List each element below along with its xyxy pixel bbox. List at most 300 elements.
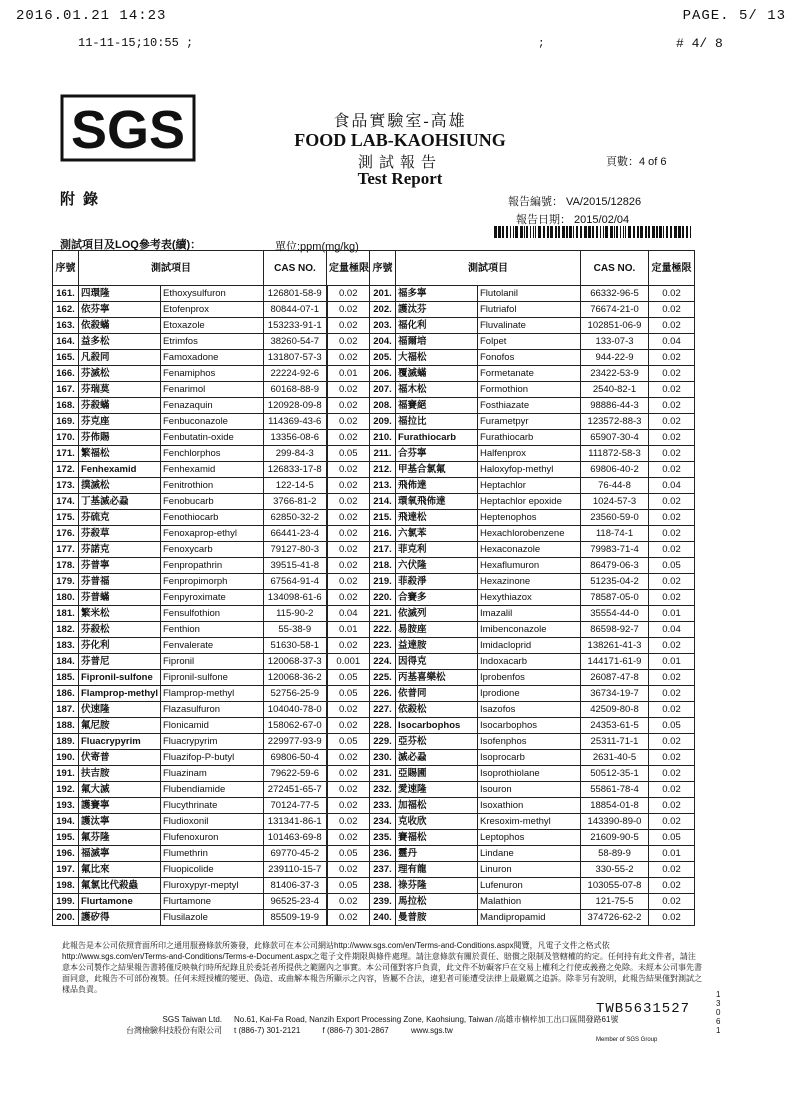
loq-value: 0.02	[649, 766, 695, 782]
barcode-bar	[614, 226, 615, 238]
loq-value: 0.02	[649, 574, 695, 590]
loq-value: 0.02	[327, 862, 370, 878]
item-name-en: Hexachlorobenzene	[478, 526, 581, 542]
cas-number: 2631-40-5	[581, 750, 649, 766]
barcode-bar	[670, 226, 672, 238]
item-name-zh: 環氧飛佈達	[396, 494, 478, 510]
loq-value: 0.02	[327, 382, 370, 398]
row-number: 173.	[53, 478, 79, 494]
item-name-en: Heptachlor epoxide	[478, 494, 581, 510]
item-name-zh: 因得克	[396, 654, 478, 670]
cas-number: 50512-35-1	[581, 766, 649, 782]
table-row	[53, 430, 695, 446]
barcode-bar	[526, 226, 528, 238]
cas-number: 36734-19-7	[581, 686, 649, 702]
cas-number: 66441-23-4	[264, 526, 327, 542]
row-number: 229.	[370, 734, 396, 750]
row-number: 192.	[53, 782, 79, 798]
table-row	[53, 286, 695, 302]
cas-number: 138261-41-3	[581, 638, 649, 654]
loq-value: 0.02	[649, 798, 695, 814]
row-number: 219.	[370, 574, 396, 590]
item-name-zh: 福爾培	[396, 334, 478, 350]
item-name-zh: 芬普福	[79, 574, 161, 590]
item-name-zh: 合芬寧	[396, 446, 478, 462]
table-row	[53, 382, 695, 398]
loq-value: 0.02	[649, 430, 695, 446]
row-number: 165.	[53, 350, 79, 366]
loq-value: 0.02	[649, 446, 695, 462]
item-name-en: Isofenphos	[478, 734, 581, 750]
barcode-bar	[588, 226, 591, 238]
item-name-zh: 大福松	[396, 350, 478, 366]
item-name-en: Hexaconazole	[478, 542, 581, 558]
cas-number: 3766-81-2	[264, 494, 327, 510]
loq-value: 0.02	[649, 382, 695, 398]
item-name-zh: Flurtamone	[79, 894, 161, 910]
loq-value: 0.05	[327, 670, 370, 686]
barcode-bar	[637, 226, 639, 238]
item-name-zh: Isocarbophos	[396, 718, 478, 734]
loq-value: 0.02	[327, 462, 370, 478]
cas-number: 51630-58-1	[264, 638, 327, 654]
item-name-zh: 芬普尼	[79, 654, 161, 670]
row-number: 231.	[370, 766, 396, 782]
item-name-zh: 賽福松	[396, 830, 478, 846]
cas-number: 120068-37-3	[264, 654, 327, 670]
lab-name-chinese: 食品實驗室-高雄	[333, 113, 467, 130]
table-row	[53, 894, 695, 910]
item-name-en: Fluazinam	[161, 766, 264, 782]
cas-number: 103055-07-8	[581, 878, 649, 894]
table-row	[53, 398, 695, 414]
row-number: 226.	[370, 686, 396, 702]
loq-value: 0.02	[649, 814, 695, 830]
row-number: 174.	[53, 494, 79, 510]
item-name-zh: 依殺松	[396, 702, 478, 718]
item-name-en: Fluopicolide	[161, 862, 264, 878]
item-name-en: Ethoxysulfuron	[161, 286, 264, 302]
item-name-zh: 菲克利	[396, 542, 478, 558]
loq-value: 0.01	[649, 606, 695, 622]
loq-value: 0.01	[649, 654, 695, 670]
company-name: SGS Taiwan Ltd. 台灣檢驗科技股份有限公司	[126, 1015, 222, 1035]
table-row	[53, 366, 695, 382]
loq-value: 0.02	[327, 574, 370, 590]
item-name-en: Imidacloprid	[478, 638, 581, 654]
table-header-row	[53, 251, 695, 286]
item-name-en: Fluacrypyrim	[161, 734, 264, 750]
item-name-en: Isoprocarb	[478, 750, 581, 766]
item-name-zh: 芬化利	[79, 638, 161, 654]
row-number: 225.	[370, 670, 396, 686]
row-number: 214.	[370, 494, 396, 510]
item-name-zh: 甲基合氯氟	[396, 462, 478, 478]
row-number: 195.	[53, 830, 79, 846]
item-name-en: Flurtamone	[161, 894, 264, 910]
col-header-cas: CAS NO.	[264, 251, 327, 286]
item-name-zh: 繁米松	[79, 606, 161, 622]
table-row	[53, 830, 695, 846]
barcode-bar	[538, 226, 541, 238]
cas-number: 98886-44-3	[581, 398, 649, 414]
barcode-bar	[605, 226, 608, 238]
cas-number: 22224-92-6	[264, 366, 327, 382]
table-row	[53, 670, 695, 686]
row-number: 167.	[53, 382, 79, 398]
cas-number: 272451-65-7	[264, 782, 327, 798]
item-name-zh: 芬硫克	[79, 510, 161, 526]
loq-value: 0.02	[327, 302, 370, 318]
unit-label: 單位:ppm(mg/kg)	[275, 241, 359, 253]
cas-number: 102851-06-9	[581, 318, 649, 334]
cas-number: 69770-45-2	[264, 846, 327, 862]
loq-value: 0.04	[649, 478, 695, 494]
loq-value: 0.02	[649, 318, 695, 334]
row-number: 191.	[53, 766, 79, 782]
table-body	[53, 286, 695, 926]
item-name-zh: 福拉比	[396, 414, 478, 430]
cas-number: 23560-59-0	[581, 510, 649, 526]
item-name-en: Fenarimol	[161, 382, 264, 398]
cas-number: 133-07-3	[581, 334, 649, 350]
item-name-en: Furathiocarb	[478, 430, 581, 446]
row-number: 170.	[53, 430, 79, 446]
page-indicator: 頁數：4 of 6	[606, 156, 667, 168]
cas-number: 55861-78-4	[581, 782, 649, 798]
cas-number: 25311-71-1	[581, 734, 649, 750]
cas-number: 126801-58-9	[264, 286, 327, 302]
item-name-zh: 滅必蝨	[396, 750, 478, 766]
table-row	[53, 782, 695, 798]
item-name-en: Fluroxypyr-meptyl	[161, 878, 264, 894]
cas-number: 239110-15-7	[264, 862, 327, 878]
barcode-bar	[592, 226, 594, 238]
logo-text: SGS	[70, 100, 186, 160]
loq-value: 0.02	[327, 510, 370, 526]
loq-table	[52, 250, 695, 926]
barcode-bar	[513, 226, 514, 238]
row-number: 189.	[53, 734, 79, 750]
item-name-zh: 加福松	[396, 798, 478, 814]
item-name-en: Fonofos	[478, 350, 581, 366]
loq-value: 0.02	[327, 798, 370, 814]
table-row	[53, 878, 695, 894]
cas-number: 23422-53-9	[581, 366, 649, 382]
item-name-zh: 福化利	[396, 318, 478, 334]
loq-value: 0.02	[327, 334, 370, 350]
item-name-en: Imibenconazole	[478, 622, 581, 638]
company-address: No.61, Kai-Fa Road, Nanzih Export Processing Zone, Kaohsiung, Taiwan /高雄市楠梓加工出口區開發路61號 t (886-7) 301-2121 f (886-7) 301-2867 www.sgs.tw	[234, 1015, 619, 1035]
loq-value: 0.05	[327, 878, 370, 894]
cas-number: 120928-09-8	[264, 398, 327, 414]
table-row	[53, 302, 695, 318]
loq-value: 0.02	[327, 782, 370, 798]
loq-value: 0.02	[649, 526, 695, 542]
cas-number: 1024-57-3	[581, 494, 649, 510]
cas-number: 143390-89-0	[581, 814, 649, 830]
item-name-en: Fipronil	[161, 654, 264, 670]
row-number: 208.	[370, 398, 396, 414]
row-number: 201.	[370, 286, 396, 302]
loq-value: 0.02	[649, 638, 695, 654]
barcode-bar	[515, 226, 518, 238]
row-number: 193.	[53, 798, 79, 814]
item-name-en: Flusilazole	[161, 910, 264, 926]
barcode-bar	[573, 226, 574, 238]
table-row	[53, 718, 695, 734]
barcode-bar	[656, 226, 658, 238]
table-row	[53, 334, 695, 350]
item-name-zh: 靈丹	[396, 846, 478, 862]
row-number: 181.	[53, 606, 79, 622]
item-name-zh: 芬普蟎	[79, 590, 161, 606]
item-name-zh: 合賽多	[396, 590, 478, 606]
row-number: 239.	[370, 894, 396, 910]
cas-number: 123572-88-3	[581, 414, 649, 430]
item-name-zh: 扶吉胺	[79, 766, 161, 782]
item-name-en: Flonicamid	[161, 718, 264, 734]
cas-number: 374726-62-2	[581, 910, 649, 926]
item-name-zh: 亞賜圃	[396, 766, 478, 782]
cas-number: 104040-78-0	[264, 702, 327, 718]
table-row	[53, 846, 695, 862]
item-name-en: Fosthiazate	[478, 398, 581, 414]
loq-value: 0.02	[649, 302, 695, 318]
item-name-zh: Fenhexamid	[79, 462, 161, 478]
loq-value: 0.02	[327, 478, 370, 494]
row-number: 177.	[53, 542, 79, 558]
item-name-zh: 理有龍	[396, 862, 478, 878]
loq-value: 0.02	[649, 398, 695, 414]
table-row	[53, 542, 695, 558]
cas-number: 79622-59-6	[264, 766, 327, 782]
row-number: 218.	[370, 558, 396, 574]
item-name-en: Fenthion	[161, 622, 264, 638]
cas-number: 78587-05-0	[581, 590, 649, 606]
table-row	[53, 862, 695, 878]
item-name-zh: 氟氯比代殺蟲	[79, 878, 161, 894]
loq-value: 0.04	[649, 334, 695, 350]
loq-value: 0.05	[649, 830, 695, 846]
barcode-bar	[524, 226, 525, 238]
fax-page-secondary: # 4/ 8	[676, 36, 723, 51]
item-name-zh: 氟尼胺	[79, 718, 161, 734]
loq-value: 0.02	[327, 526, 370, 542]
table-row	[53, 702, 695, 718]
table-row	[53, 446, 695, 462]
item-name-en: Etrimfos	[161, 334, 264, 350]
item-name-zh: 芬瑞莫	[79, 382, 161, 398]
row-number: 166.	[53, 366, 79, 382]
loq-value: 0.02	[327, 318, 370, 334]
barcode-bar	[623, 226, 624, 238]
loq-value: 0.05	[649, 718, 695, 734]
item-name-zh: 飛佈達	[396, 478, 478, 494]
item-name-en: Leptophos	[478, 830, 581, 846]
item-name-en: Fenoxycarb	[161, 542, 264, 558]
cas-number: 76674-21-0	[581, 302, 649, 318]
item-name-en: Flucythrinate	[161, 798, 264, 814]
item-name-zh: 芬克座	[79, 414, 161, 430]
row-number: 188.	[53, 718, 79, 734]
item-name-zh: 亞芬松	[396, 734, 478, 750]
row-number: 222.	[370, 622, 396, 638]
row-number: 221.	[370, 606, 396, 622]
loq-value: 0.02	[327, 894, 370, 910]
item-name-en: Etoxazole	[161, 318, 264, 334]
item-name-zh: 撲滅松	[79, 478, 161, 494]
row-number: 211.	[370, 446, 396, 462]
item-name-en: Hexaflumuron	[478, 558, 581, 574]
row-number: 184.	[53, 654, 79, 670]
barcode-bar	[555, 226, 557, 238]
item-name-zh: 芬佈賜	[79, 430, 161, 446]
table-row	[53, 590, 695, 606]
row-number: 227.	[370, 702, 396, 718]
loq-value: 0.02	[649, 462, 695, 478]
cas-number: 120068-36-2	[264, 670, 327, 686]
item-name-zh: 芬滅松	[79, 366, 161, 382]
item-name-zh: 福多寧	[396, 286, 478, 302]
item-name-zh: 護矽得	[79, 910, 161, 926]
cas-number: 81406-37-3	[264, 878, 327, 894]
row-number: 220.	[370, 590, 396, 606]
cas-number: 51235-04-2	[581, 574, 649, 590]
item-name-zh: 依芬寧	[79, 302, 161, 318]
loq-value: 0.02	[327, 286, 370, 302]
row-number: 171.	[53, 446, 79, 462]
loq-value: 0.05	[327, 734, 370, 750]
barcode-bar	[520, 226, 523, 238]
loq-value: 0.04	[327, 606, 370, 622]
col-header-cas: CAS NO.	[581, 251, 649, 286]
cas-number: 70124-77-5	[264, 798, 327, 814]
cas-number: 62850-32-2	[264, 510, 327, 526]
cas-number: 131807-57-3	[264, 350, 327, 366]
row-number: 197.	[53, 862, 79, 878]
item-name-zh: 益多松	[79, 334, 161, 350]
loq-value: 0.01	[649, 846, 695, 862]
item-name-en: Fenpropimorph	[161, 574, 264, 590]
row-number: 164.	[53, 334, 79, 350]
table-row	[53, 510, 695, 526]
loq-value: 0.02	[327, 638, 370, 654]
row-number: 230.	[370, 750, 396, 766]
item-name-en: Hexazinone	[478, 574, 581, 590]
item-name-en: Halfenprox	[478, 446, 581, 462]
item-name-en: Malathion	[478, 894, 581, 910]
cas-number: 79983-71-4	[581, 542, 649, 558]
loq-value: 0.02	[649, 494, 695, 510]
row-number: 179.	[53, 574, 79, 590]
barcode-bar	[506, 226, 508, 238]
item-name-en: Fenamiphos	[161, 366, 264, 382]
cas-number: 96525-23-4	[264, 894, 327, 910]
barcode-bar	[558, 226, 560, 238]
row-number: 236.	[370, 846, 396, 862]
item-name-en: Famoxadone	[161, 350, 264, 366]
table-row	[53, 750, 695, 766]
item-name-en: Flumethrin	[161, 846, 264, 862]
fax-timestamp: 2016.01.21 14:23	[16, 8, 167, 24]
row-number: 176.	[53, 526, 79, 542]
cas-number: 18854-01-8	[581, 798, 649, 814]
loq-value: 0.01	[327, 366, 370, 382]
item-name-en: Fenoxaprop-ethyl	[161, 526, 264, 542]
item-name-zh: 護汰寧	[79, 814, 161, 830]
barcode-bar	[596, 226, 598, 238]
item-name-en: Folpet	[478, 334, 581, 350]
row-number: 199.	[53, 894, 79, 910]
table-row	[53, 350, 695, 366]
item-name-en: Fenothiocarb	[161, 510, 264, 526]
item-name-zh: 易胺座	[396, 622, 478, 638]
row-number: 210.	[370, 430, 396, 446]
item-name-zh: 福滅寧	[79, 846, 161, 862]
barcode	[494, 226, 694, 238]
barcode-bar	[510, 226, 511, 238]
cas-number: 122-14-5	[264, 478, 327, 494]
item-name-en: Etofenprox	[161, 302, 264, 318]
cas-number: 144171-61-9	[581, 654, 649, 670]
cas-number: 2540-82-1	[581, 382, 649, 398]
cas-number: 39515-41-8	[264, 558, 327, 574]
item-name-zh: Fipronil-sulfone	[79, 670, 161, 686]
item-name-en: Hexythiazox	[478, 590, 581, 606]
loq-value: 0.02	[649, 414, 695, 430]
barcode-bar	[566, 226, 568, 238]
row-number: 175.	[53, 510, 79, 526]
cas-number: 86598-92-7	[581, 622, 649, 638]
cas-number: 101463-69-8	[264, 830, 327, 846]
item-name-zh: Flamprop-methyl	[79, 686, 161, 702]
row-number: 207.	[370, 382, 396, 398]
table-row	[53, 638, 695, 654]
table-row	[53, 526, 695, 542]
loq-value: 0.02	[327, 910, 370, 926]
barcode-bar	[620, 226, 621, 238]
item-name-en: Haloxyfop-methyl	[478, 462, 581, 478]
row-number: 233.	[370, 798, 396, 814]
row-number: 200.	[53, 910, 79, 926]
item-name-zh: 福賽絕	[396, 398, 478, 414]
loq-value: 0.02	[327, 814, 370, 830]
cas-number: 158062-67-0	[264, 718, 327, 734]
loq-value: 0.02	[649, 670, 695, 686]
table-row	[53, 494, 695, 510]
cas-number: 13356-08-6	[264, 430, 327, 446]
item-name-zh: 氟芬隆	[79, 830, 161, 846]
item-name-en: Isazofos	[478, 702, 581, 718]
cas-number: 85509-19-9	[264, 910, 327, 926]
row-number: 183.	[53, 638, 79, 654]
cas-number: 35554-44-0	[581, 606, 649, 622]
barcode-bar	[550, 226, 553, 238]
item-name-en: Fenpropathrin	[161, 558, 264, 574]
barcode-bar	[584, 226, 587, 238]
table-row	[53, 414, 695, 430]
item-name-zh: 芬殺松	[79, 622, 161, 638]
item-name-en: Formothion	[478, 382, 581, 398]
item-name-en: Fluazifop-P-butyl	[161, 750, 264, 766]
row-number: 168.	[53, 398, 79, 414]
loq-value: 0.02	[649, 862, 695, 878]
item-name-en: Flazasulfuron	[161, 702, 264, 718]
item-name-zh: 愛速隆	[396, 782, 478, 798]
item-name-en: Fenobucarb	[161, 494, 264, 510]
item-name-en: Isoprothiolane	[478, 766, 581, 782]
